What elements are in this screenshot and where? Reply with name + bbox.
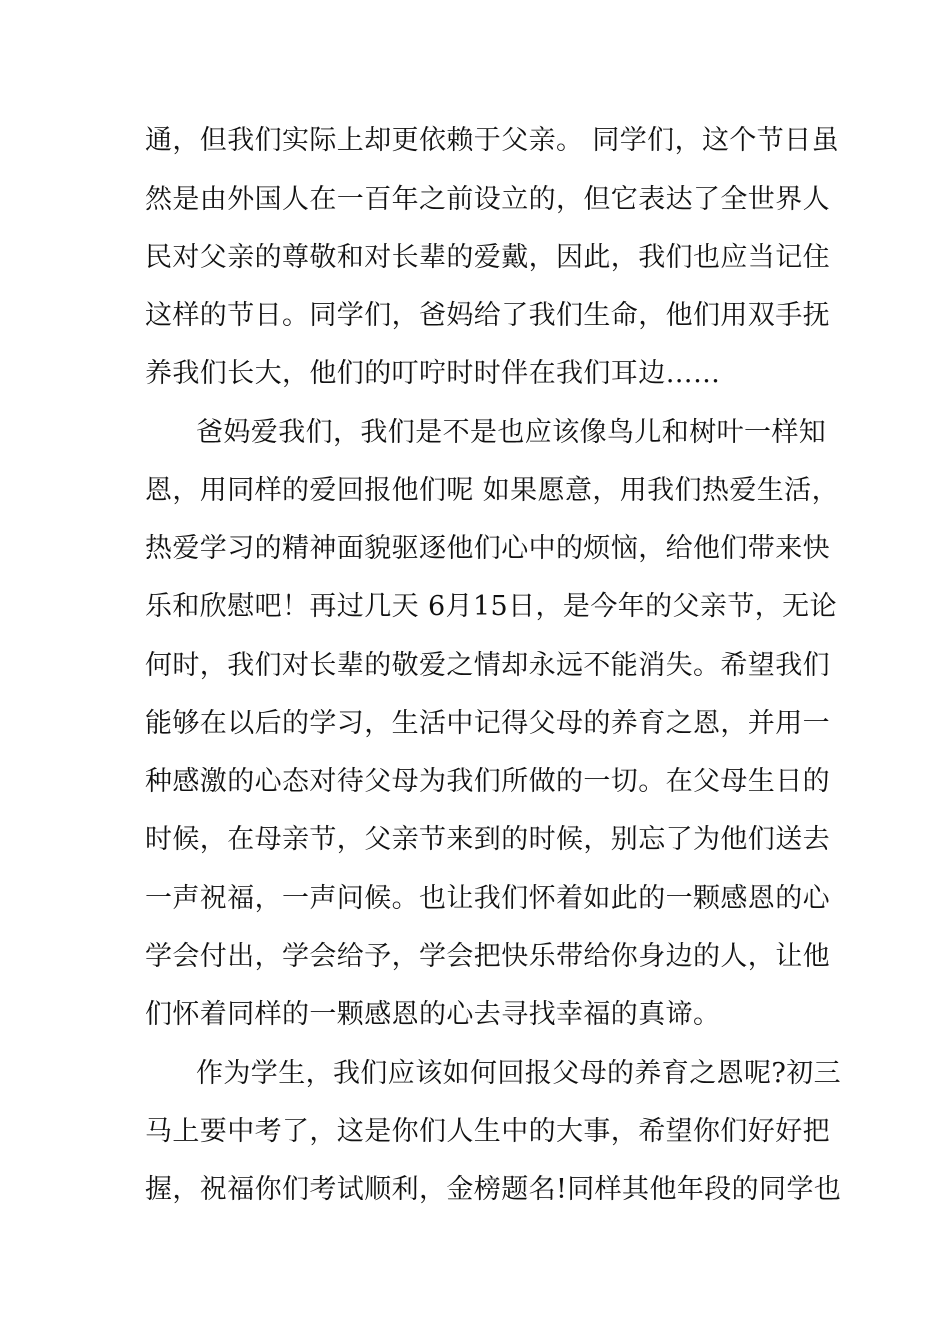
paragraph-line: 握，祝福你们考试顺利，金榜题名!同样其他年段的同学也 [145, 1174, 842, 1205]
paragraph-line: 马上要中考了，这是你们人生中的大事，希望你们好好把 [145, 1116, 830, 1147]
paragraph-line: 通，但我们实际上却更依赖于父亲。 同学们，这个节日虽 [145, 125, 839, 156]
paragraph-line: 乐和欣慰吧！再过几天 6月15日，是今年的父亲节，无论 [145, 591, 837, 622]
paragraph-line: 时候，在母亲节，父亲节来到的时候，别忘了为他们送去 [145, 824, 830, 855]
paragraph-line: 然是由外国人在一百年之前设立的，但它表达了全世界人 [145, 184, 830, 215]
paragraph-line: 一声祝福，一声问候。也让我们怀着如此的一颗感恩的心 [145, 883, 830, 914]
paragraph-line: 学会付出，学会给予，学会把快乐带给你身边的人，让他 [145, 941, 830, 972]
paragraph-line: 种感激的心态对待父母为我们所做的一切。在父母生日的 [145, 766, 830, 797]
paragraph-first-line: 爸妈爱我们，我们是不是也应该像鸟儿和树叶一样知 [196, 417, 827, 448]
paragraph-first-line: 作为学生，我们应该如何回报父母的养育之恩呢?初三 [196, 1058, 842, 1089]
paragraph-line: 何时，我们对长辈的敬爱之情却永远不能消失。希望我们 [145, 650, 830, 681]
paragraph-line: 热爱学习的精神面貌驱逐他们心中的烦恼，给他们带来快 [145, 533, 830, 564]
paragraph-line: 们怀着同样的一颗感恩的心去寻找幸福的真谛。 [145, 999, 721, 1030]
paragraph-line: 民对父亲的尊敬和对长辈的爱戴，因此，我们也应当记住 [145, 242, 830, 273]
paragraph-line: 养我们长大，他们的叮咛时时伴在我们耳边…… [145, 358, 721, 389]
paragraph-line: 恩，用同样的爱回报他们呢 如果愿意，用我们热爱生活， [145, 475, 839, 506]
paragraph-line: 这样的节日。同学们，爸妈给了我们生命，他们用双手抚 [145, 300, 830, 331]
paragraph-line: 能够在以后的学习，生活中记得父母的养育之恩，并用一 [145, 708, 830, 739]
